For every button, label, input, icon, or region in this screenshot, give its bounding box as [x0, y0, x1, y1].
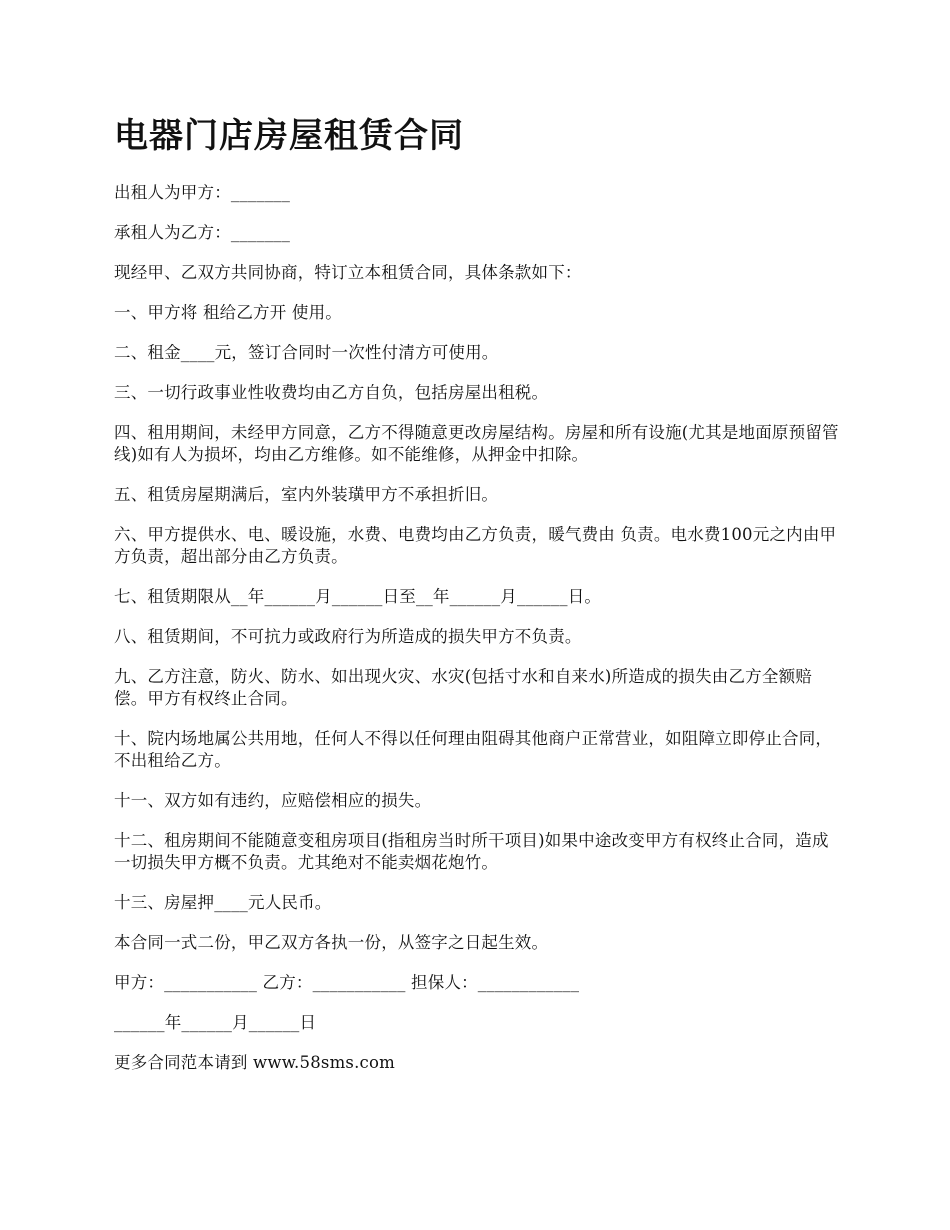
clause-11: 十一、双方如有违约，应赔偿相应的损失。: [114, 791, 432, 810]
document-title: 电器门店房屋租赁合同: [114, 116, 464, 156]
clause-7: 七、租赁期限从__年______月______日至__年______月______日。: [114, 587, 602, 606]
lessor-line: 出租人为甲方：_______: [114, 183, 291, 202]
clause-12: 十二、租房期间不能随意变租房项目(指租房当时所干项目)如果中途改变甲方有权终止合同，造成一切损失甲方概不负责。尤其绝对不能卖烟花炮竹。: [114, 831, 829, 872]
clause-1: 一、甲方将 租给乙方开 使用。: [114, 303, 342, 322]
effect-clause: 本合同一式二份，甲乙双方各执一份，从签字之日起生效。: [114, 933, 549, 952]
clause-3: 三、一切行政事业性收费均由乙方自负，包括房屋出租税。: [114, 383, 549, 402]
footer-note: 更多合同范本请到 www.58sms.com: [114, 1053, 395, 1072]
clause-4: 四、租用期间，未经甲方同意，乙方不得随意更改房屋结构。房屋和所有设施(尤其是地面原预留管线)如有人为损坏，均由乙方维修。如不能维修，从押金中扣除。: [114, 423, 839, 464]
date-line: ______年______月______日: [114, 1013, 317, 1032]
clause-13: 十三、房屋押____元人民币。: [114, 893, 332, 912]
clause-8: 八、租赁期间，不可抗力或政府行为所造成的损失甲方不负责。: [114, 627, 582, 646]
lessee-line: 承租人为乙方：_______: [114, 223, 291, 242]
clause-6: 六、甲方提供水、电、暖设施，水费、电费均由乙方负责，暖气费由 负责。电水费100元之内由甲方负责，超出部分由乙方负责。: [114, 525, 837, 566]
intro-paragraph: 现经甲、乙双方共同协商，特订立本租赁合同，具体条款如下：: [114, 263, 582, 282]
clause-10: 十、院内场地属公共用地，任何人不得以任何理由阻碍其他商户正常营业，如阻障立即停止合同，不出租给乙方。: [114, 729, 833, 770]
signature-line: 甲方：___________ 乙方：___________ 担保人：____________: [114, 973, 580, 992]
contract-page: [114, 112, 842, 1092]
clause-5: 五、租赁房屋期满后，室内外装璜甲方不承担折旧。: [114, 485, 499, 504]
clause-2: 二、租金____元，签订合同时一次性付清方可使用。: [114, 343, 499, 362]
clause-9: 九、乙方注意，防火、防水、如出现火灾、水灾(包括寸水和自来水)所造成的损失由乙方全额赔偿。甲方有权终止合同。: [114, 667, 812, 708]
